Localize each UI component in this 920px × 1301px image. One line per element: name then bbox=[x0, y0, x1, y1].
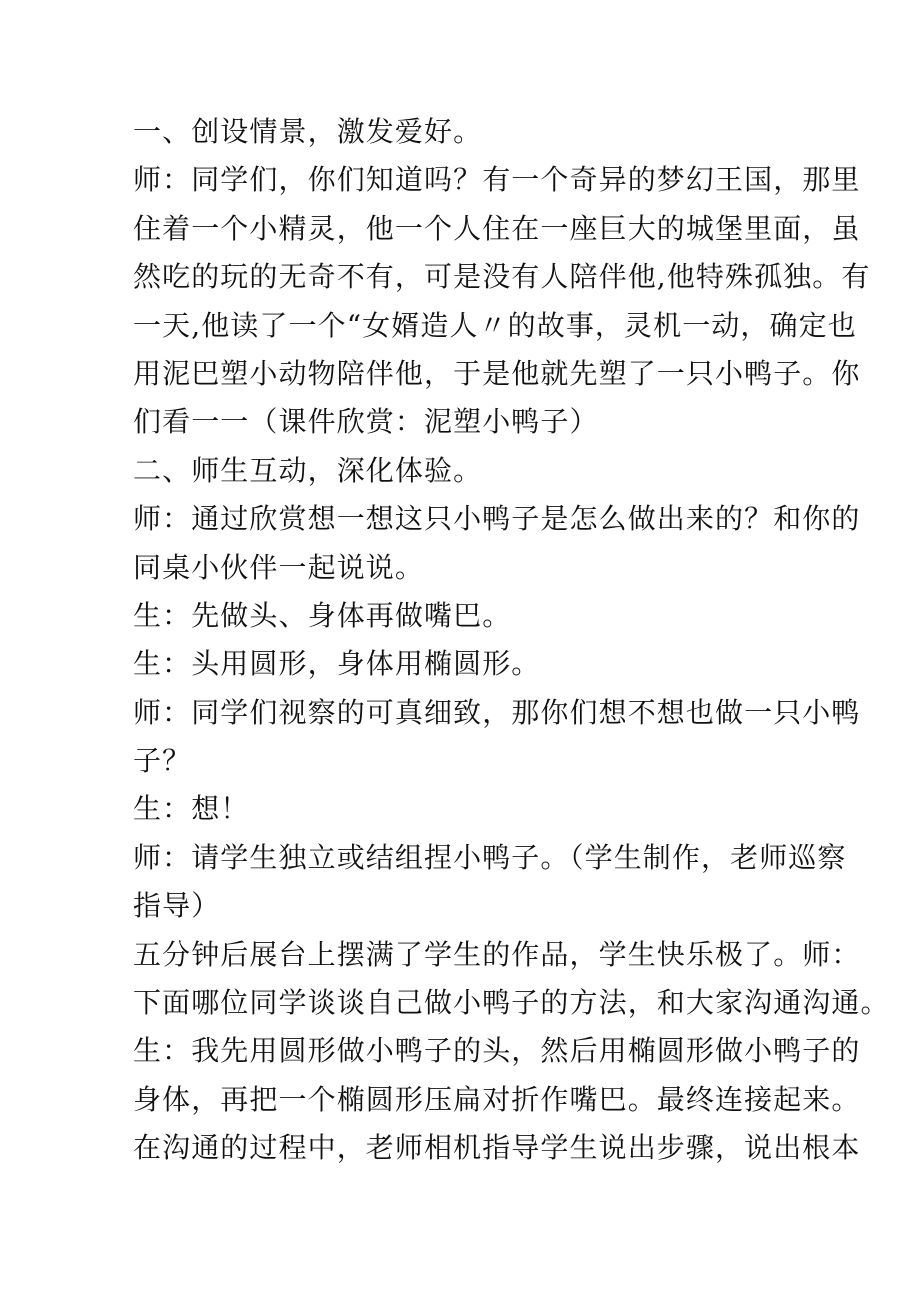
paragraph-line: 生：我先用圆形做小鸭子的头，然后用椭圆形做小鸭子的 bbox=[133, 1034, 861, 1068]
paragraph-line: 师：同学们视察的可真细致，那你们想不想也做一只小鸭 bbox=[133, 695, 861, 729]
document-body bbox=[133, 108, 890, 1173]
paragraph-line: 师：请学生独立或结组捏小鸭子。（学生制作，老师巡察 bbox=[133, 840, 847, 874]
paragraph-line: 生：头用圆形，身体用椭圆形。 bbox=[133, 647, 541, 681]
paragraph-line: 五分钟后展台上摆满了学生的作品，学生快乐极了。师： bbox=[133, 937, 861, 971]
paragraph-line: 身体，再把一个椭圆形压扁对折作嘴巴。最终连接起来。 bbox=[133, 1082, 861, 1116]
paragraph-line: 下面哪位同学谈谈自己做小鸭子的方法，和大家沟通沟通。 bbox=[133, 986, 890, 1020]
paragraph-line: 用泥巴塑小动物陪伴他，于是他就先塑了一只小鸭子。你 bbox=[133, 356, 861, 390]
paragraph-line: 同桌小伙伴一起说说。 bbox=[133, 550, 425, 584]
paragraph-line: 住着一个小精灵，他一个人住在一座巨大的城堡里面，虽 bbox=[133, 211, 861, 245]
paragraph-line: 在沟通的过程中，老师相机指导学生说出步骤，说出根本 bbox=[133, 1131, 861, 1165]
paragraph-line: 一天,他读了一个“女婿造人〃的故事，灵机一动，确定也 bbox=[133, 308, 857, 342]
paragraph-line: 师：通过欣赏想一想这只小鸭子是怎么做出来的？和你的 bbox=[133, 502, 861, 536]
paragraph-line: 子？ bbox=[133, 744, 192, 778]
paragraph-line: 们看一一（课件欣赏：泥塑小鸭子） bbox=[133, 405, 599, 439]
paragraph-line: 师：同学们，你们知道吗？有一个奇异的梦幻王国，那里 bbox=[133, 163, 861, 197]
paragraph-line: 生：先做头、身体再做嘴巴。 bbox=[133, 598, 512, 632]
paragraph-line: 然吃的玩的无奇不有，可是没有人陪伴他,他特殊孤独。有 bbox=[133, 260, 871, 294]
section-heading-2: 二、师生互动，深化体验。 bbox=[133, 453, 483, 487]
paragraph-line: 指导） bbox=[133, 889, 221, 923]
section-heading-1: 一、创设情景，激发爱好。 bbox=[133, 115, 483, 148]
paragraph-line: 生：想！ bbox=[133, 792, 250, 826]
